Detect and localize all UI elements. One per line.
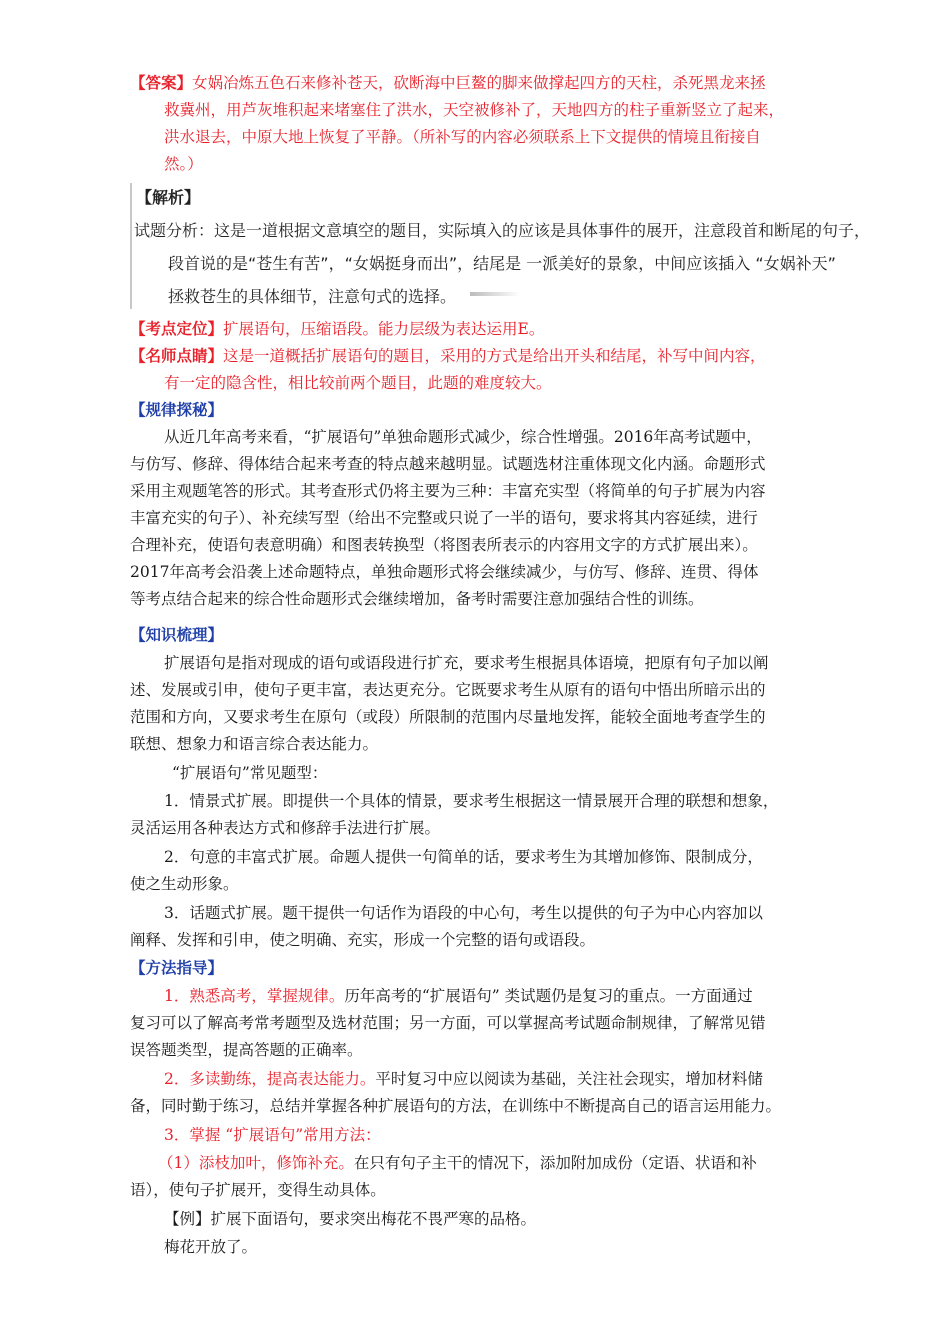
answer-line-4: 然。）: [164, 155, 203, 173]
guilv-line-2: 与仿写、修辞、得体结合起来考查的特点越来越明显。试题选材注重体现文化内涵。命题形式: [130, 455, 766, 473]
answer-line-3: 洪水退去，中原大地上恢复了平静。（所补写的内容必须联系上下文提供的情境且衔接自: [164, 128, 761, 146]
fangfa-p1-line-1: 1．熟悉高考，掌握规律。历年高考的“扩展语句” 类试题仍是复习的重点。一方面通过: [164, 987, 753, 1005]
analysis-line-3: 拯救苍生的具体细节，注意句式的选择。: [168, 287, 457, 306]
guilv-line-3: 采用主观题笔答的形式。其考查形式仍将主要为三种：丰富充实型（将简单的句子扩展为内容: [130, 482, 766, 500]
guilv-line-6: 2017年高考会沿袭上述命题特点，单独命题形式将会继续减少，与仿写、修辞、连贯、得体: [130, 563, 759, 581]
analysis-line-2: 段首说的是“苍生有苦”，“女娲挺身而出”，结尾是 一派美好的景象，中间应该插入 “女娲补天”: [168, 254, 836, 273]
zhishi-title: 【知识梳理】: [130, 625, 224, 644]
zhishi-item-1b: 灵活运用各种表达方式和修辞手法进行扩展。: [130, 819, 441, 837]
zhishi-item-2a: 2．句意的丰富式扩展。命题人提供一句简单的话，要求考生为其增加修饰、限制成分，: [164, 848, 763, 866]
example-line: 【例】扩展下面语句，要求突出梅花不畏严寒的品格。: [164, 1210, 537, 1228]
zhishi-line-3: 范围和方向，又要求考生在原句（或段）所限制的范围内尽量地发挥，能较全面地考查学生的: [130, 708, 766, 726]
answer-tag: 【答案】: [130, 73, 193, 92]
mingshi-tag: 【名师点睛】: [130, 346, 224, 365]
zhishi-item-2b: 使之生动形象。: [130, 875, 239, 893]
zhishi-types-title: “扩展语句”常见题型：: [172, 764, 328, 782]
guilv-title: 【规律探秘】: [130, 400, 224, 419]
answer-line-2: 救冀州，用芦灰堆积起来堵塞住了洪水，天空被修补了，天地四方的柱子重新竖立了起来，: [164, 101, 785, 119]
fangfa-p1-line-2: 复习可以了解高考常考题型及选材范围；另一方面，可以掌握高考试题命制规律，了解常见错: [130, 1014, 766, 1032]
zhishi-line-2: 述、发展或引申，使句子更丰富，表达更充分。它既要求考生从原有的语句中悟出所暗示出的: [130, 681, 766, 699]
guilv-line-4: 丰富充实的句子）、补充续写型（给出不完整或只说了一半的语句，要求将其内容延续，进行: [130, 509, 758, 527]
analysis-box: [130, 183, 910, 309]
zhishi-line-1: 扩展语句是指对现成的语句或语段进行扩充，要求考生根据具体语境，把原有句子加以阐: [164, 654, 769, 672]
guilv-line-1: 从近几年高考来看，“扩展语句”单独命题形式减少，综合性增强。2016年高考试题中，: [164, 428, 762, 446]
kaodian-tag: 【考点定位】: [130, 319, 224, 338]
fangfa-p1-line-3: 误答题类型，提高答题的正确率。: [130, 1041, 363, 1059]
fangfa-p4-head: （1）添枝加叶，修饰补充。: [158, 1154, 354, 1172]
mingshi-line-1: 【名师点睛】这是一道概括扩展语句的题目，采用的方式是给出开头和结尾，补写中间内容，: [130, 346, 766, 365]
zhishi-line-4: 联想、想象力和语言综合表达能力。: [130, 735, 379, 753]
zhishi-item-3b: 阐释、发挥和引申，使之明确、充实，形成一个完整的语句或语段。: [130, 931, 596, 949]
answer-line-1: 【答案】女娲冶炼五色石来修补苍天，砍断海中巨鳌的脚来做撑起四方的天柱，杀死黑龙来拯: [130, 73, 766, 92]
guilv-line-5: 合理补充，使语句表意明确）和图表转换型（将图表所表示的内容用文字的方式扩展出来）。: [130, 536, 758, 554]
fangfa-p3-head: 3．掌握 “扩展语句”常用方法：: [164, 1126, 381, 1144]
analysis-fade-mark: [470, 292, 520, 296]
guilv-line-7: 等考点结合起来的综合性命题形式会继续增加，备考时需要注意加强结合性的训练。: [130, 590, 704, 608]
fangfa-title: 【方法指导】: [130, 958, 224, 977]
mingshi-line-2: 有一定的隐含性，相比较前两个题目，此题的难度较大。: [164, 374, 552, 392]
fangfa-p4-line-1: （1）添枝加叶，修饰补充。在只有句子主干的情况下，添加附加成份（定语、状语和补: [158, 1154, 757, 1172]
fangfa-p2-line-1: 2．多读勤练，提高表达能力。平时复习中应以阅读为基础，关注社会现实，增加材料储: [164, 1070, 763, 1088]
zhishi-item-3a: 3．话题式扩展。题干提供一句话作为语段的中心句，考生以提供的句子为中心内容加以: [164, 904, 763, 922]
fangfa-p4-line-2: 语），使句子扩展开，变得生动具体。: [130, 1181, 386, 1199]
analysis-title: 【解析】: [136, 188, 201, 207]
fangfa-p1-head: 1．熟悉高考，掌握规律。: [164, 987, 345, 1005]
analysis-line-1: 试题分析：这是一道根据文意填空的题目，实际填入的应该是具体事件的展开，注意段首和断尾的句子，: [134, 221, 871, 240]
zhishi-item-1a: 1．情景式扩展。即提供一个具体的情景，要求考生根据这一情景展开合理的联想和想象，: [164, 792, 779, 810]
example-text: 梅花开放了。: [164, 1238, 258, 1256]
fangfa-p2-head: 2．多读勤练，提高表达能力。: [164, 1070, 376, 1088]
kaodian-line: 【考点定位】扩展语句，压缩语段。能力层级为表达运用E。: [130, 319, 545, 338]
fangfa-p2-line-2: 备，同时勤于练习，总结并掌握各种扩展语句的方法，在训练中不断提高自己的语言运用能力。: [130, 1097, 782, 1115]
